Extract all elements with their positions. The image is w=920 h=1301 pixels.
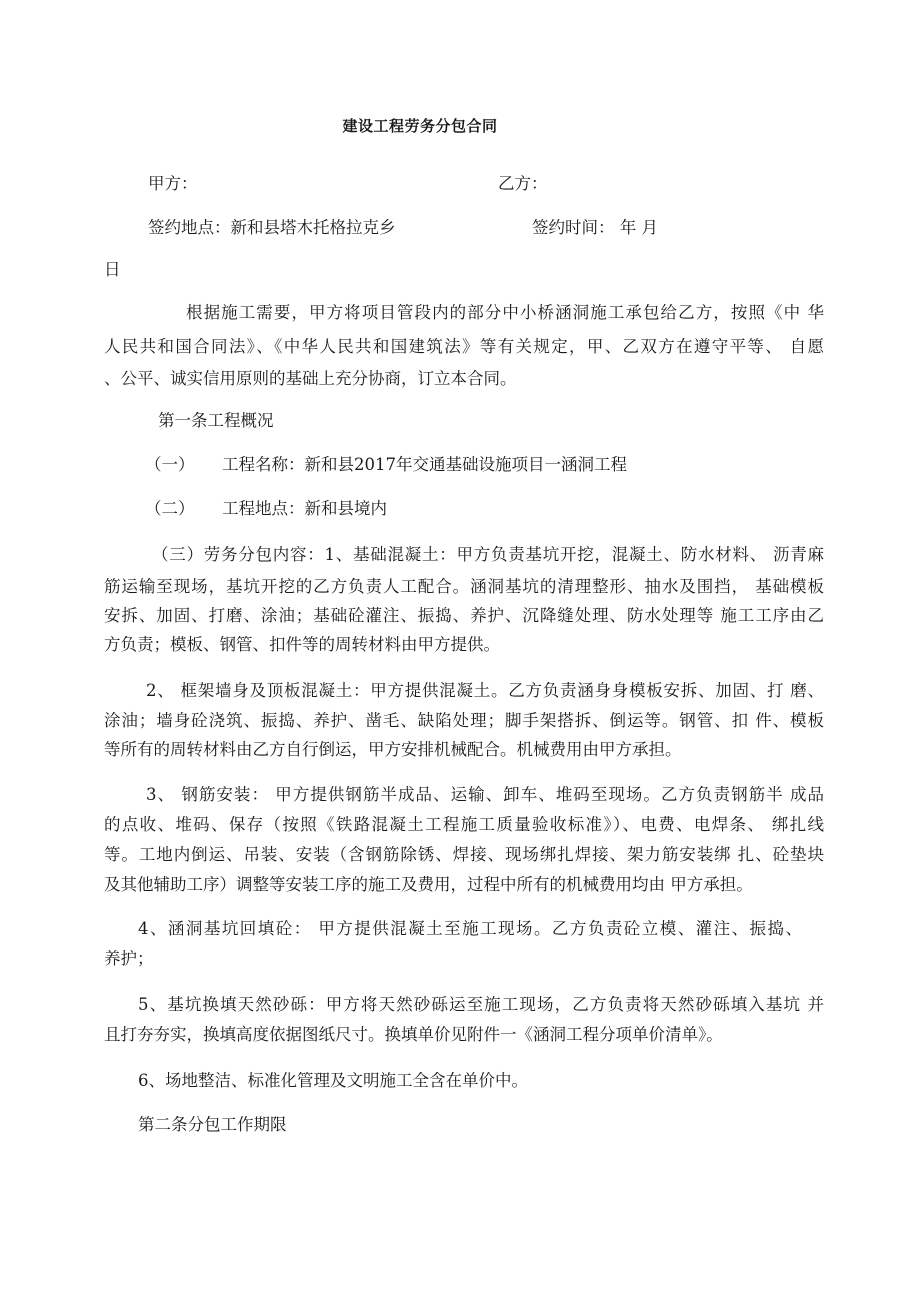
para4-line: 养护； bbox=[104, 949, 154, 968]
intro-line: 根据施工需要，甲方将项目管段内的部分中小桥涵洞施工承包给乙方，按照《中 华 bbox=[186, 303, 824, 322]
sign-time: 签约时间： 年 月 bbox=[532, 218, 658, 237]
sign-day: 日 bbox=[104, 260, 121, 279]
item-number: （二） bbox=[145, 499, 195, 518]
item3-line: 方负责；模板、钢管、扣件等的周转材料由甲方提供。 bbox=[104, 635, 500, 654]
item3-line: （三）劳务分包内容：1、基础混凝土：甲方负责基坑开挖，混凝土、防水材料、 沥青麻 bbox=[152, 545, 824, 564]
party-a-label: 甲方： bbox=[148, 174, 198, 193]
para3-line: 的点收、堆码、保存（按照《铁路混凝土工程施工质量验收标准》）、电费、电焊条、 绑扎线 bbox=[104, 815, 824, 834]
intro-line: 人民共和国合同法》、《中华人民共和国建筑法》等有关规定，甲、乙双方在遵守平等、 自愿 bbox=[104, 337, 824, 356]
item3-line: 筋运输至现场，基坑开挖的乙方负责人工配合。涵洞基坑的清理整形、抽水及围挡， 基础模板 bbox=[104, 577, 824, 596]
para6: 6、场地整洁、标准化管理及文明施工全含在单价中。 bbox=[138, 1071, 528, 1090]
item-text: 工程地点：新和县境内 bbox=[222, 499, 387, 518]
item-number: （一） bbox=[145, 455, 195, 474]
para2-line: 等所有的周转材料由乙方自行倒运，甲方安排机械配合。机械费用由甲方承担。 bbox=[104, 740, 682, 759]
para4-line: 4、涵洞基坑回填砼： 甲方提供混凝土至施工现场。乙方负责砼立模、灌注、振捣、 bbox=[138, 919, 802, 938]
document-title: 建设工程劳务分包合同 bbox=[342, 117, 498, 135]
para2-line: 涂油；墙身砼浇筑、振捣、养护、凿毛、缺陷处理；脚手架搭拆、倒运等。钢管、扣 件、模板 bbox=[104, 711, 824, 730]
article-heading: 第二条分包工作期限 bbox=[138, 1115, 287, 1134]
item-text: 工程名称：新和县2017年交通基础设施项目一涵洞工程 bbox=[222, 455, 627, 474]
para3-line: 及其他辅助工序）调整等安装工序的施工及费用，过程中所有的机械费用均由 甲方承担。 bbox=[104, 875, 753, 894]
party-b-label: 乙方： bbox=[498, 174, 548, 193]
para2-line: 2、 框架墙身及顶板混凝土：甲方提供混凝土。乙方负责涵身身模板安拆、加固、打 磨、 bbox=[146, 681, 824, 700]
intro-line: 、公平、诚实信用原则的基础上充分协商，订立本合同。 bbox=[104, 369, 517, 388]
para3-line: 3、 钢筋安装： 甲方提供钢筋半成品、运输、卸车、堆码至现场。乙方负责钢筋半 成品 bbox=[146, 785, 824, 804]
para5-line: 5、基坑换填天然砂砾：甲方将天然砂砾运至施工现场，乙方负责将天然砂砾填入基坑 并 bbox=[138, 995, 824, 1014]
para3-line: 等。工地内倒运、吊装、安装（含钢筋除锈、焊接、现场绑扎焊接、架力筋安装绑 扎、砼垫块 bbox=[104, 845, 824, 864]
item3-line: 安拆、加固、打磨、涂油；基础砼灌注、振捣、养护、沉降缝处理、防水处理等 施工工序由乙 bbox=[104, 606, 824, 625]
article-heading: 第一条工程概况 bbox=[158, 411, 274, 430]
sign-place: 签约地点：新和县塔木托格拉克乡 bbox=[148, 218, 396, 237]
para5-line: 且打夯夯实，换填高度依据图纸尺寸。换填单价见附件一《涵洞工程分项单价清单》。 bbox=[104, 1025, 723, 1044]
